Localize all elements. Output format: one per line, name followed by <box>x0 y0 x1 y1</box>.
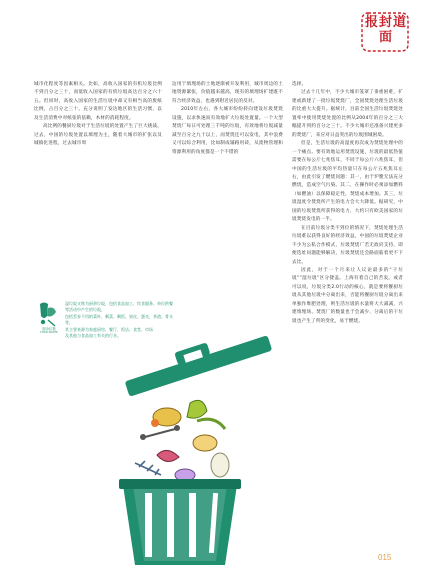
paragraph: 在目前垃圾分类不到位的情况下，焚烧处理生活垃圾难以获得良好的经济效益，中国的垃圾焚烧企业不少为公私合作模式，垃圾焚烧厂若无政府支持，即便选址问题能够解决，垃圾焚烧还会路面临着更不下去比。 <box>292 225 403 265</box>
paragraph: 高比例的餐厨垃圾对于生活垃圾的处置产生了巨大挑战。过去，中国的垃圾处置以填埋为主，随着大城市的扩张以及城镇化进程，过去城市周 <box>34 124 162 147</box>
caption-line: 及其他与食品加工有关的行业。 <box>65 333 121 339</box>
logo-title: 厨余垃圾 <box>42 327 56 331</box>
paragraph: 2010年左右，各大城市纷纷转向建设垃圾焚烧设施，以求快速而有效地扩大垃圾处置量。一个大型焚烧厂每日可处理三千吨的垃圾，有效地将垃圾减量减至百分之九十以上，而焚烧还可以发电，其中浪费又可以综合利用，比如制成辅路用砖，从废物管理和资源利用的角度都是一个不错的 <box>172 107 283 155</box>
paragraph: 边用于填埋场的土地逐渐被开发利用，城市周边的土地资源紧张，价值越来越高，现有的填埋场扩建既不符合经济效益，也遇到附近居民的反对。 <box>172 82 283 104</box>
caption-line: 湿垃圾又称为厨余垃圾，包括食品加工、饮食服务、单位供餐等活动中产生的垃圾， <box>65 301 173 313</box>
food-waste-logo-icon <box>34 300 60 328</box>
paragraph: 选择。 <box>292 82 307 87</box>
food-scraps-icon <box>135 400 229 481</box>
logo-subtitle: FOOD WASTE <box>40 331 58 334</box>
page-number: 015 <box>378 553 392 562</box>
paragraph: 城市化程度等因素相关。比如，高收入国家的有机垃圾比例不到百分之三十，而低收入国家的有机垃圾高达百分之六十五。但同时，高收入国家的生活垃圾中却又有相当高的废纸比例，占百分之三十。充分说明了发达地区的生活习惯，以及生活消费中对纸张的依赖，木材的消耗程度。 <box>34 82 162 121</box>
article-column-1 <box>34 81 162 149</box>
caption-line: 包括丢弃不用的菜叶、剩菜、剩饭、果皮、蛋壳、茶渣、骨头等， <box>65 313 173 326</box>
article-column-3 <box>292 81 403 326</box>
caption-line: 其主要来源为家庭厨房、餐厅、饭店、食堂、市场 <box>65 326 153 332</box>
bin-lid-icon <box>121 325 272 397</box>
badge-text: 报封道面 <box>364 15 407 45</box>
paragraph: 但是，生活垃圾的高湿度再次成为焚烧处理中的一个痛点。要有效地运用焚烧设施，垃圾的最低热值需要在每公斤七兆焦耳，不同于每公斤六兆焦耳，但中国的生活垃圾的平均热量只在每公斤五兆焦耳左右，由此引发了燃烧问题：其一，由于炉膛无法充分燃烧，造成空气污染。其二，在操作时必须添加燃料（如燃油）以保障稳定性，焚烧成本增加。其三，垃圾湿度令焚烧所产生的电力会大大降低。据研究，中国的垃圾焚烧所获得的电力，大约只有欧美国家的垃圾焚烧发电的一半。 <box>292 141 403 223</box>
paragraph: 过去十几年中，不少大城市笼罩了垂重困难，扩建或新建了一批垃圾焚烧厂，全国焚烧处理生活垃圾的比重大大提升。据统计，目前全国生活垃圾焚烧处置率中使用焚烧处置的比例从2004年的百分之三大幅提升到约百分之三十。不少大城市还准备兴建更多的焚烧厂，来应对日益突出的垃圾围城困境。 <box>292 90 403 138</box>
bin-body-icon <box>119 479 241 565</box>
food-waste-bin-illustration <box>75 325 285 570</box>
article-column-2 <box>172 81 283 157</box>
paragraph: 因此，对于一个月来让人议论最多的“干垃圾”“湿垃圾”区分捷盖。上海有着自己的苦衷。或者可以说，垃圾分类2.0行动的核心，就是要将餐厨垃圾从其他垃圾中分离出来，否能将餐厨垃圾分离出来单独作堆肥处理，则生活垃圾的水量将大大减减，兴建堆埋场、焚烧厂的数量也于会减少、分离后的干垃圾也产生了所的变化，易于燃烧。 <box>292 267 403 324</box>
logo-label <box>34 326 64 334</box>
